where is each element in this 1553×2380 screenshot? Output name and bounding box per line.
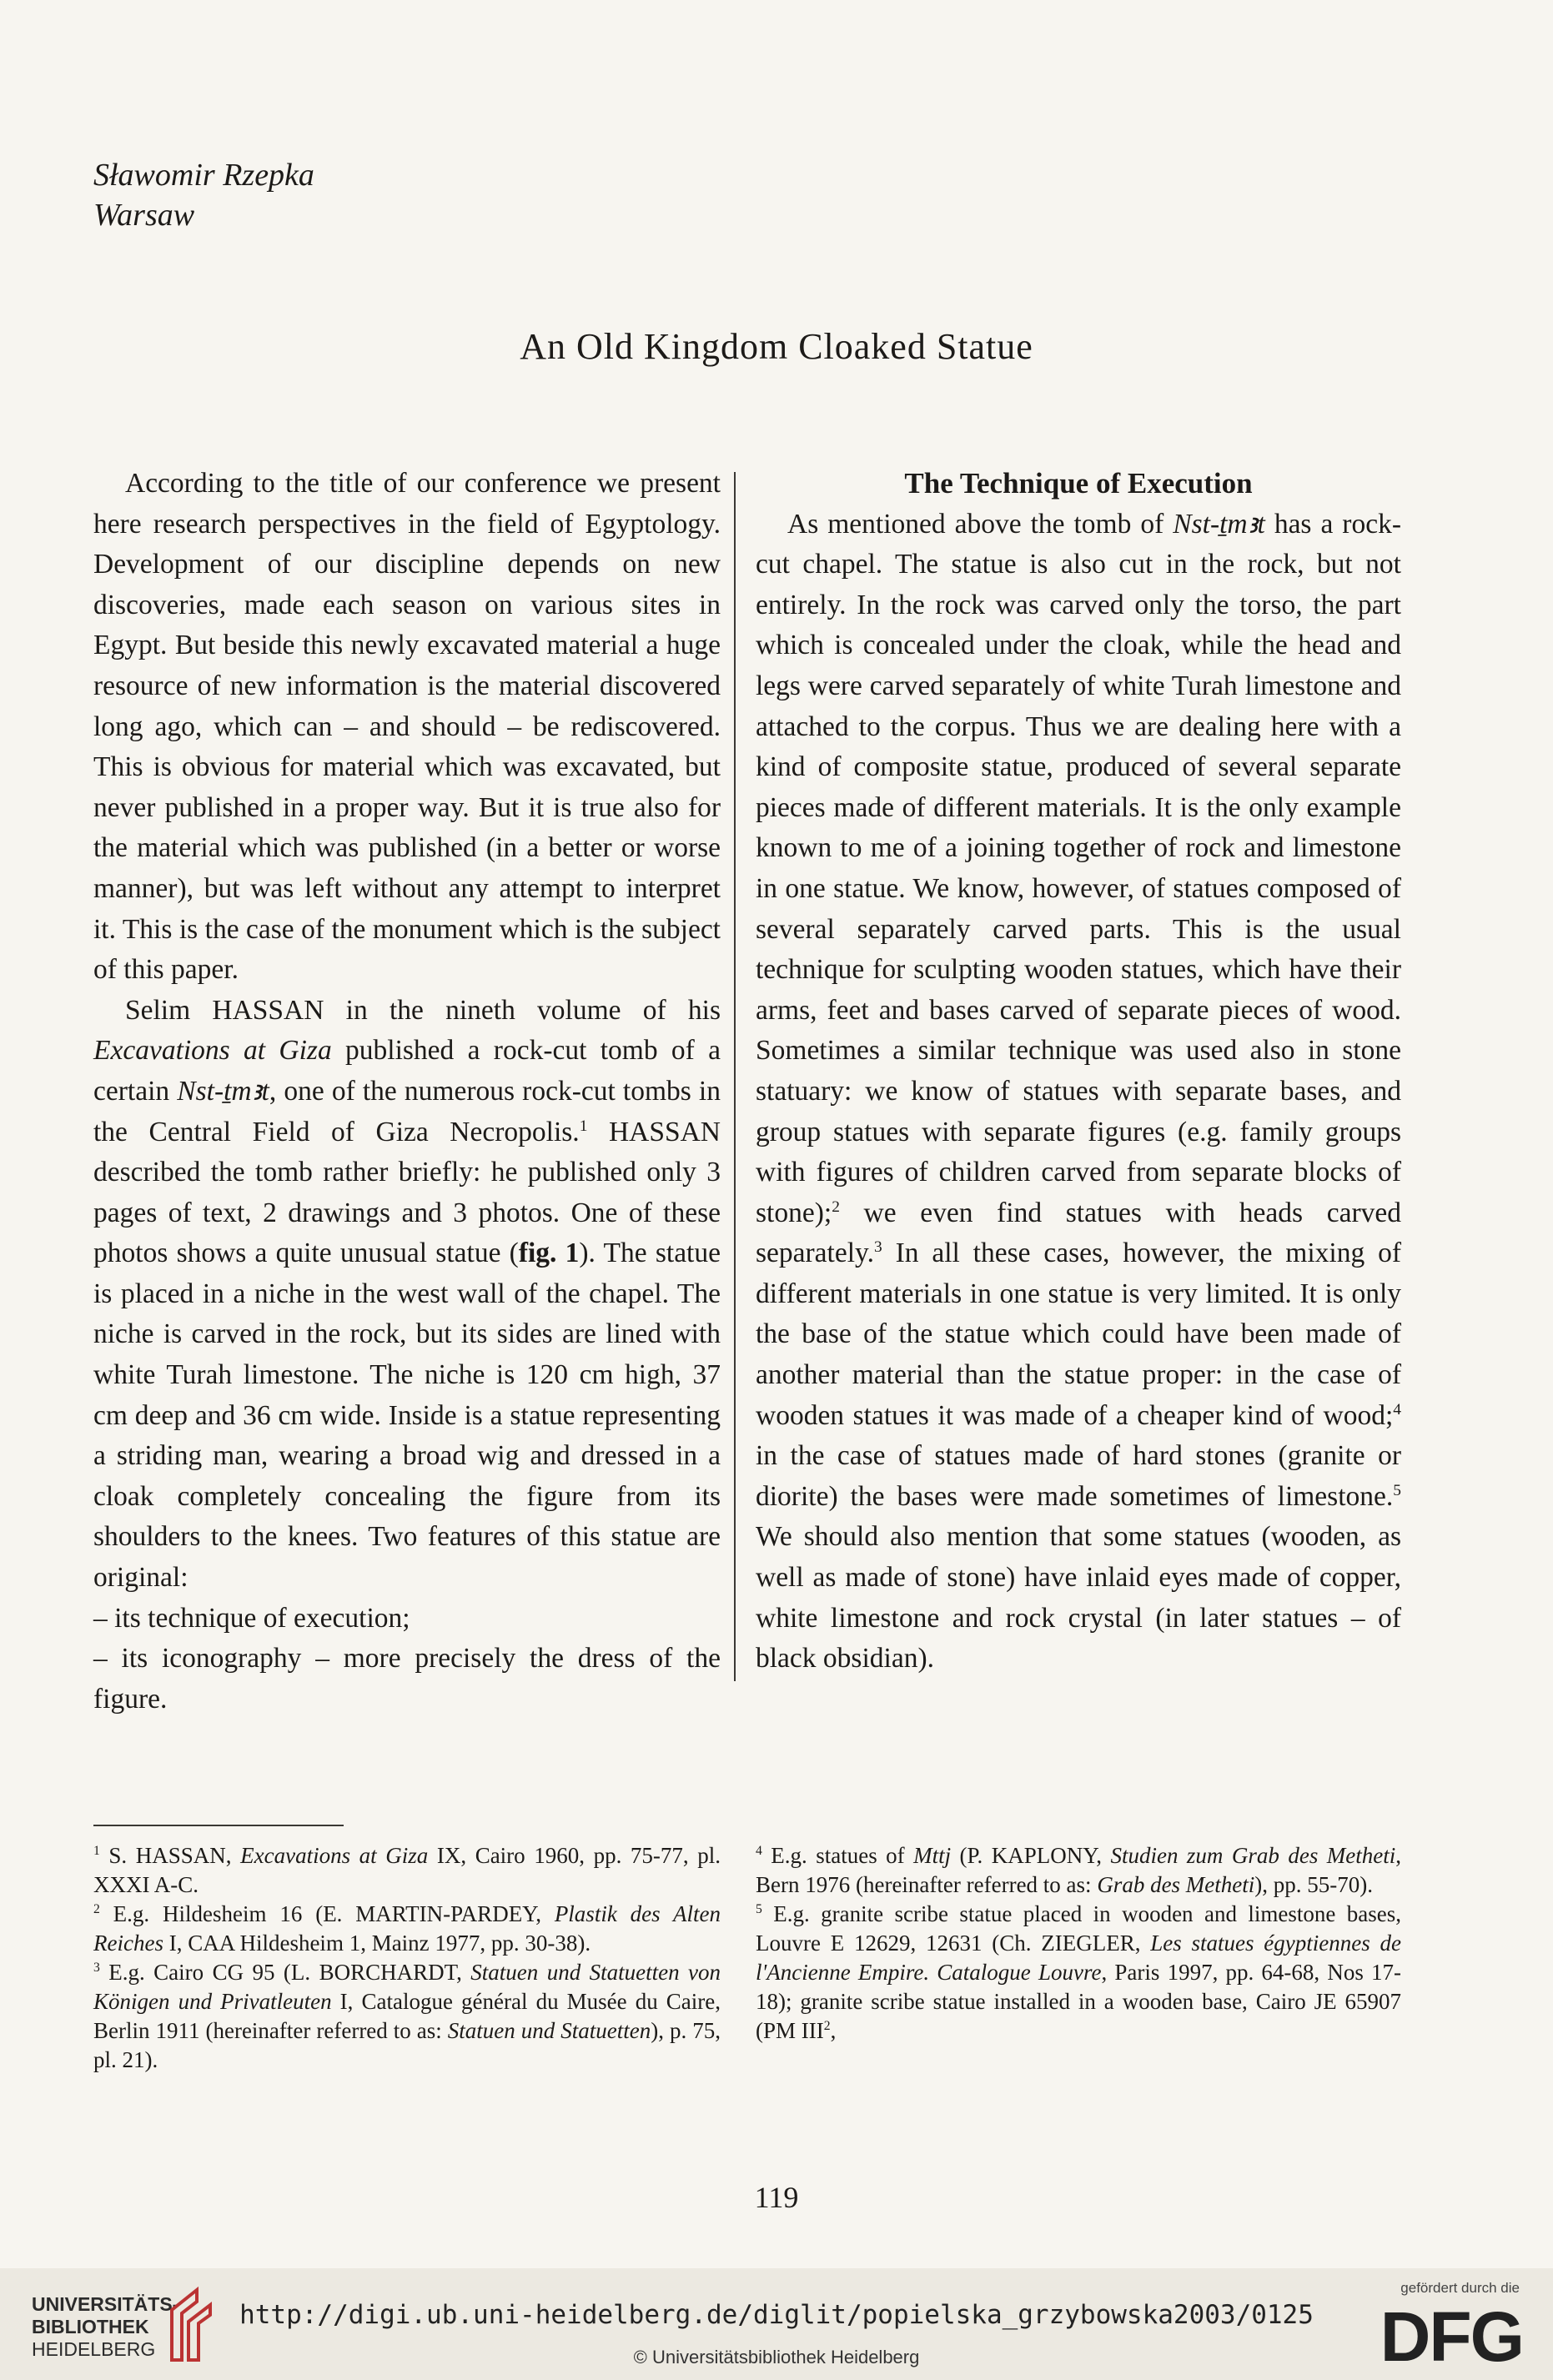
column-divider [734,472,736,1681]
list-item: – its iconography – more precisely the dress of the figure. [93,1643,721,1715]
article-title: An Old Kingdom Cloaked Statue [520,326,1033,367]
library-name: UNIVERSITÄTS- BIBLIOTHEK HEIDELBERG [32,2293,179,2360]
author-affiliation: Warsaw [93,198,195,233]
paragraph: As mentioned above the tomb of Nst-ṯmꜣt has a rock-cut chapel. The statue is also cut in the rock, but not entirely. In the rock was carved only the torso, the part which is concealed under the cloak, while the head and legs were carved separately of white Turah limestone and attached to the corpus. Thus we are dealing here with a kind of composite statue, produced of several separate pieces made of different materials. It is the only example known to me of a joining together of rock and limestone in one statue. We know, however, of statues composed of several separately carved parts. This is the usual technique for sculpting wooden statues, which have their arms, feet and bases carved of separate pieces of wood. Sometimes a similar technique was used also in stone statuary: we know of statues with separate bases, and group statues with separate figures (e.g. family groups with figures of children carved from separate blocks of stone);$^2$ we even find statues with heads carved separately.$^3$ In all these cases, however, the mixing of different materials in one statue is very limited. It is only the base of the statue which could have been made of another material than the statue proper: in the case of wooden statues it was made of a cheaper kind of wood;$^4$ in the case of statues made of hard stones (granite or diorite) the bases were made sometimes of limestone.$^5$ We should also mention that some statues (wooden, as well as made of stone) have inlaid eyes made of copper, white limestone and rock crystal (in later statues – of black obsidian). [756,508,1401,1675]
paragraph: According to the title of our conference we present here research perspectives in the field of Egyptology. Development of our discipline depends on new discoveries, made each season on various sites in Egypt. But beside this newly excavated material a huge resource of new information is the material discovered long ago, which can – and should – be rediscovered. This is obvious for material which was excavated, but never published in a proper way. But it is true also for the material which was published (in a better or worse manner), but was left without any attempt to interpret it. This is the case of the monument which is the subject of this paper. [93,468,721,986]
footnote: $^5$ E.g. granite scribe statue placed in wooden and limestone bases, Louvre E 12629, 12631 (Ch. ZIEGLER, Les statues égyptiennes de l'Ancienne Empire. Catalogue Louvre, Paris 1997, pp. 64-68, Nos 17-18); granite scribe statue installed in a wooden base, Cairo JE 65907 (PM III$^2$, [756,1901,1401,2043]
right-column [756,464,1401,1680]
permalink-url[interactable]: http://digi.ub.uni-heidelberg.de/diglit/popielska_grzybowska2003/0125 [239,2300,1314,2330]
figure-ref[interactable]: fig. 1 [518,1238,580,1269]
author-name: Sławomir Rzepka [93,158,314,193]
footnote-ref[interactable]: 5 [1393,1481,1401,1499]
footnote-ref[interactable]: 4 [1393,1400,1401,1418]
left-column [93,464,721,1720]
footnote: $^4$ E.g. statues of Mttj (P. KAPLONY, Studien zum Grab des Metheti, Bern 1976 (hereinafter referred to as: Grab des Metheti), pp. 55-70). [756,1843,1401,1897]
section-heading: The Technique of Execution [904,467,1253,500]
footnote: $^2$ E.g. Hildesheim 16 (E. MARTIN-PARDEY, Plastik des Alten Reiches I, CAA Hildesheim 1, Mainz 1977, pp. 30-38). [93,1901,721,1956]
footnote-rule [93,1825,344,1826]
list-item: – its technique of execution; [93,1602,410,1634]
dfg-logo: DFG [1380,2297,1523,2376]
footnotes-left [93,1841,721,2075]
library-footer [0,2268,1553,2380]
footnotes-right [756,1841,1401,2046]
paragraph: Selim HASSAN in the nineth volume of his Excavations at Giza published a rock-cut tomb of a certain Nst-ṯmꜣt, one of the numerous rock-cut tombs in the Central Field of Giza Necropolis.$^1$ HASSAN described the tomb rather briefly: he published only 3 pages of text, 2 drawings and 3 photos. One of these photos shows a quite unusual statue (fig. 1). The statue is placed in a niche in the west wall of the chapel. The niche is carved in the rock, but its sides are lined with white Turah limestone. The niche is 120 cm high, 37 cm deep and 36 cm wide. Inside is a statue representing a striding man, wearing a broad wig and dressed in a cloak completely concealing the figure from its shoulders to the knees. Two features of this statue are original: [93,994,721,1594]
footnote-ref[interactable]: 3 [873,1238,882,1257]
author-block [93,155,314,235]
footnote-ref[interactable]: 1 [579,1117,588,1135]
footnote: $^3$ E.g. Cairo CG 95 (L. BORCHARDT, Statuen und Statuetten von Königen und Privatleuten I, Catalogue général du Musée du Caire, Berlin 1911 (hereinafter referred to as: Statuen und Statuetten), p. 75, pl. 21). [93,1960,721,2072]
footnote: $^1$ S. HASSAN, Excavations at Giza IX, Cairo 1960, pp. 75-77, pl. XXXI A-C. [93,1843,721,1897]
funded-by-label: gefördert durch die [1400,2280,1520,2296]
footnote-ref[interactable]: 2 [832,1198,840,1216]
copyright-notice: © Universitätsbibliothek Heidelberg [633,2347,920,2367]
page-number: 119 [754,2181,799,2214]
